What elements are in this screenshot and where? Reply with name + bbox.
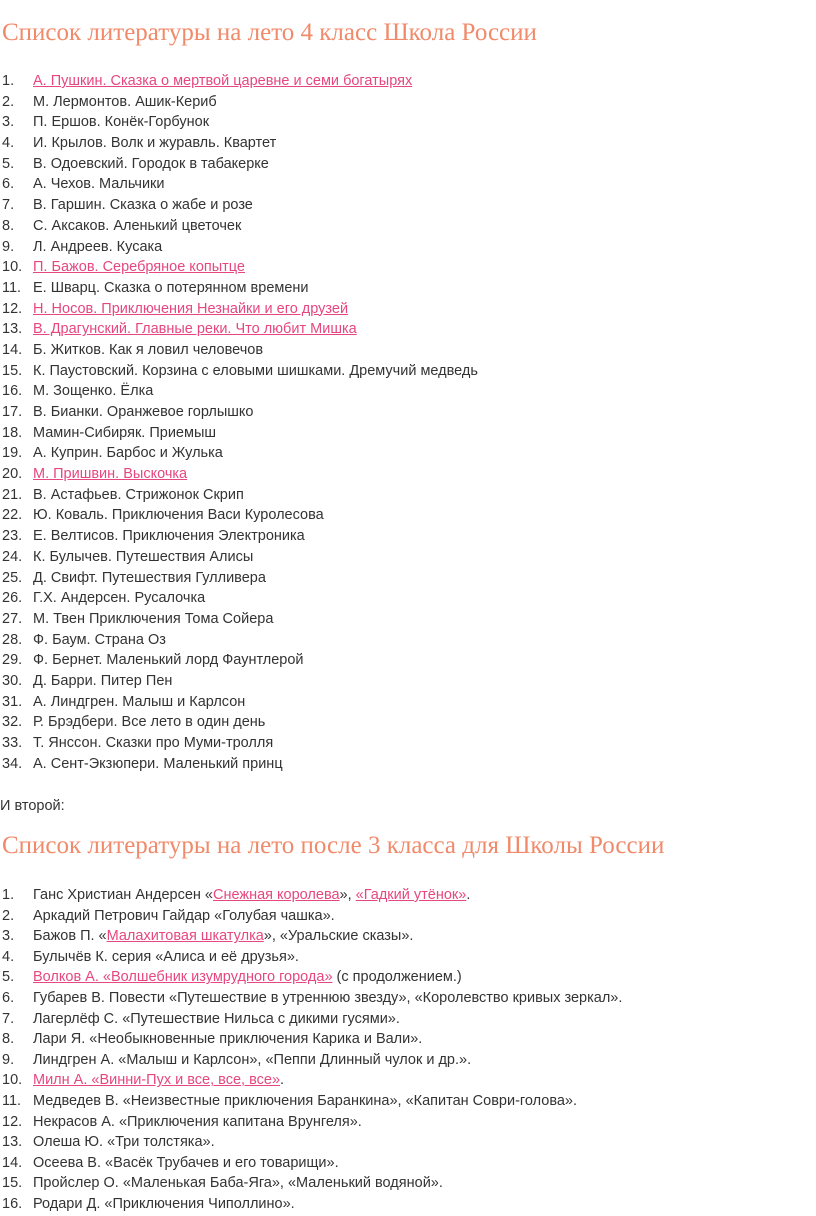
list-item-text (33, 257, 245, 278)
list-item-number: 9. (2, 1051, 15, 1068)
list-item-text (33, 547, 253, 568)
book-link[interactable]: Снежная королева (213, 887, 340, 903)
list-item-text (33, 237, 162, 258)
list-item-number: 18. (2, 424, 23, 441)
list-item-text (33, 1153, 339, 1174)
text-fragment: Д. Барри. Питер Пен (33, 672, 173, 689)
list-item-number: 16. (2, 1195, 23, 1212)
list-item-text (33, 926, 413, 947)
list-item-text (33, 650, 304, 671)
list-item-number: 22. (2, 507, 23, 524)
text-fragment: Мамин-Сибиряк. Приемыш (33, 424, 217, 441)
section-title: Список литературы на лето после 3 класса для Школы России (2, 832, 665, 859)
list-item-text (33, 630, 166, 651)
list-item-text (33, 174, 165, 195)
list-item-text (33, 485, 244, 506)
list-item-number: 12. (2, 1113, 23, 1130)
text-fragment: И. Крылов. Волк и журавль. Квартет (33, 135, 277, 152)
text-fragment: В. Гаршин. Сказка о жабе и розе (33, 197, 253, 214)
list-item-number: 5. (2, 969, 15, 986)
text-fragment: А. Куприн. Барбос и Жулька (33, 445, 223, 462)
list-item-text (33, 1070, 284, 1091)
list-item-text (33, 1029, 422, 1050)
list-item-text (33, 423, 216, 444)
list-item-text (33, 712, 265, 733)
text-fragment: Осеева В. «Васёк Трубачев и его товарищи». (33, 1154, 339, 1171)
book-link[interactable]: Милн А. «Винни-Пух и все, все, все» (33, 1072, 281, 1089)
list-item-number: 2. (2, 907, 15, 924)
list-item-text (33, 568, 266, 589)
list-item-number: 9. (2, 238, 15, 255)
text-fragment: Л. Андреев. Кусака (33, 238, 163, 255)
list-item-text (33, 402, 253, 423)
list-item-text (33, 464, 187, 485)
list-item-number: 8. (2, 1031, 15, 1048)
text-fragment: С. Аксаков. Аленький цветочек (33, 217, 242, 234)
list-item-number: 15. (2, 362, 23, 379)
book-link[interactable]: П. Бажов. Серебряное копытце (33, 259, 245, 276)
list-item-number: 4. (2, 948, 15, 965)
text-fragment: Ю. Коваль. Приключения Васи Куролесова (33, 507, 324, 524)
list-item-number: 24. (2, 548, 23, 565)
text-fragment: », «Уральские сказы». (263, 928, 414, 945)
list-item-text (33, 216, 241, 237)
list-item-text (33, 526, 305, 547)
list-item-text (33, 361, 478, 382)
text-fragment: Аркадий Петрович Гайдар «Голубая чашка». (33, 907, 335, 924)
book-link[interactable]: «Гадкий утёнок» (355, 887, 467, 903)
list-item-text (33, 1194, 295, 1215)
list-item-number: 1. (2, 73, 15, 89)
text-fragment: Е. Шварц. Сказка о потерянном времени (33, 279, 309, 296)
list-item-number: 26. (2, 590, 23, 607)
list-item-number: 4. (2, 135, 15, 152)
list-item-number: 10. (2, 1072, 23, 1089)
list-item-number: 19. (2, 445, 23, 462)
list-item-number: 12. (2, 300, 23, 317)
list-item-text (33, 754, 283, 775)
list-item-text (33, 733, 273, 754)
list-item-number: 14. (2, 341, 23, 358)
list-item-number: 8. (2, 217, 15, 234)
list-item-text (33, 299, 348, 320)
list-item-text (33, 1050, 471, 1071)
text-fragment: Губарев В. Повести «Путешествие в утреннюю звезду», «Королевство кривых зеркал». (33, 989, 623, 1006)
text-fragment: Лагерлёф С. «Путешествие Нильса с дикими гусями». (33, 1010, 400, 1027)
list-item-number: 14. (2, 1154, 23, 1171)
text-fragment: Некрасов А. «Приключения капитана Врунгеля». (33, 1113, 362, 1130)
text-fragment: Медведев В. «Неизвестные приключения Баранкина», «Капитан Соври-голова». (33, 1092, 578, 1109)
list-item-text (33, 112, 209, 133)
list-item-number: 7. (2, 1010, 15, 1027)
list-item-text (33, 988, 622, 1009)
text-fragment: Ф. Баум. Страна Оз (33, 631, 166, 648)
list-item-text (33, 381, 153, 402)
text-fragment: Лари Я. «Необыкновенные приключения Карика и Вали». (33, 1031, 423, 1048)
intertext: И второй: (0, 798, 65, 814)
list-item-text (33, 967, 462, 988)
text-fragment: М. Зощенко. Ёлка (33, 383, 154, 400)
list-item-number: 3. (2, 928, 15, 945)
list-item-number: 16. (2, 383, 23, 400)
list-item-number: 33. (2, 735, 23, 751)
text-fragment: Олеша Ю. «Три толстяка». (33, 1134, 215, 1151)
text-fragment: Ганс Христиан Андерсен « (33, 887, 213, 903)
list-item-number: 10. (2, 259, 23, 276)
list-item-text (33, 133, 276, 154)
list-item-text (33, 92, 217, 113)
text-fragment: Булычёв К. серия «Алиса и её друзья». (33, 948, 299, 965)
text-fragment: М. Твен Приключения Тома Сойера (33, 610, 274, 627)
text-fragment: Т. Янссон. Сказки про Муми-тролля (33, 735, 274, 751)
list-item-text (33, 154, 269, 175)
text-fragment: П. Ершов. Конёк-Горбунок (33, 114, 210, 131)
list-item-text (33, 1091, 577, 1112)
list-item-text (33, 340, 263, 361)
text-fragment: . (466, 887, 471, 903)
list-item-text (33, 588, 205, 609)
book-link[interactable]: М. Пришвин. Выскочка (33, 466, 188, 483)
list-item-number: 7. (2, 197, 15, 214)
list-item-text (33, 671, 172, 692)
text-fragment: А. Линдгрен. Малыш и Карлсон (33, 693, 246, 710)
list-item-text (33, 1173, 443, 1194)
text-fragment: Линдгрен А. «Малыш и Карлсон», «Пеппи Длинный чулок и др.». (33, 1051, 472, 1068)
book-link[interactable]: Волков А. «Волшебник изумрудного города» (33, 969, 333, 986)
text-fragment: Пройслер О. «Маленькая Баба-Яга», «Маленький водяной». (33, 1175, 443, 1192)
list-item-text (33, 947, 299, 968)
list-item-text (33, 1009, 400, 1030)
text-fragment: А. Чехов. Мальчики (33, 176, 165, 193)
list-item-number: 2. (2, 93, 15, 110)
list-item-number: 6. (2, 176, 15, 193)
list-item-number: 13. (2, 321, 23, 338)
list-item-number: 21. (2, 486, 23, 503)
text-fragment: Ф. Бернет. Маленький лорд Фаунтлерой (33, 652, 304, 669)
list-item-number: 32. (2, 714, 23, 731)
list-item-text (33, 885, 470, 906)
list-item-text (33, 443, 223, 464)
book-link[interactable]: В. Драгунский. Главные реки. Что любит Мишка (33, 321, 357, 338)
list-item-number: 6. (2, 989, 15, 1006)
book-link[interactable]: Н. Носов. Приключения Незнайки и его друзей (33, 300, 349, 317)
list-item-number: 20. (2, 466, 23, 483)
text-fragment: (с продолжением.) (332, 969, 462, 986)
text-fragment: В. Астафьев. Стрижонок Скрип (33, 486, 244, 503)
list-item-text (33, 319, 357, 340)
list-item-number: 28. (2, 631, 23, 648)
page-title: Список литературы на лето 4 класс Школа России (2, 19, 537, 46)
list-item-number: 34. (2, 755, 23, 772)
list-item-text (33, 692, 245, 713)
text-fragment: В. Бианки. Оранжевое горлышко (33, 404, 254, 420)
list-item-number: 3. (2, 114, 15, 131)
book-link[interactable]: А. Пушкин. Сказка о мертвой царевне и семи богатырях (33, 73, 413, 89)
list-item-number: 25. (2, 569, 23, 586)
text-fragment: Р. Брэдбери. Все лето в один день (33, 714, 266, 731)
book-link[interactable]: Малахитовая шкатулка (106, 928, 264, 945)
list-item-number: 13. (2, 1134, 23, 1151)
list-item-text (33, 195, 253, 216)
text-fragment: Д. Свифт. Путешествия Гулливера (33, 569, 266, 586)
text-fragment: . (280, 1072, 285, 1089)
text-fragment: В. Одоевский. Городок в табакерке (33, 155, 269, 172)
list-item-number: 1. (2, 887, 15, 903)
text-fragment: Г.Х. Андерсен. Русалочка (33, 590, 206, 607)
list-item-text (33, 906, 335, 927)
text-fragment: А. Сент-Экзюпери. Маленький принц (33, 755, 283, 772)
text-fragment: К. Булычев. Путешествия Алисы (33, 548, 254, 565)
list-item-text (33, 278, 309, 299)
list-item-number: 17. (2, 404, 23, 420)
list-item-number: 11. (2, 1092, 22, 1109)
list-item-number: 15. (2, 1175, 23, 1192)
text-fragment: Е. Велтисов. Приключения Электроника (33, 528, 305, 545)
list-item-number: 31. (2, 693, 23, 710)
text-fragment: Бажов П. « (33, 928, 107, 945)
list-item-text (33, 1132, 215, 1153)
list-item-number: 23. (2, 528, 23, 545)
text-fragment: », (339, 887, 356, 903)
list-item-text (33, 1112, 362, 1133)
text-fragment: М. Лермонтов. Ашик-Кериб (33, 93, 217, 110)
list-item-text (33, 505, 324, 526)
list-item-text (33, 609, 273, 630)
list-item-number: 29. (2, 652, 23, 669)
list-item-text (33, 71, 412, 92)
list-item-number: 5. (2, 155, 15, 172)
text-fragment: Б. Житков. Как я ловил человечов (33, 341, 264, 358)
list-item-number: 27. (2, 610, 23, 627)
list-item-number: 30. (2, 672, 23, 689)
text-fragment: К. Паустовский. Корзина с еловыми шишками. Дремучий медведь (33, 362, 478, 379)
text-fragment: Родари Д. «Приключения Чиполлино». (33, 1195, 295, 1212)
list-item-number: 11. (2, 279, 22, 296)
